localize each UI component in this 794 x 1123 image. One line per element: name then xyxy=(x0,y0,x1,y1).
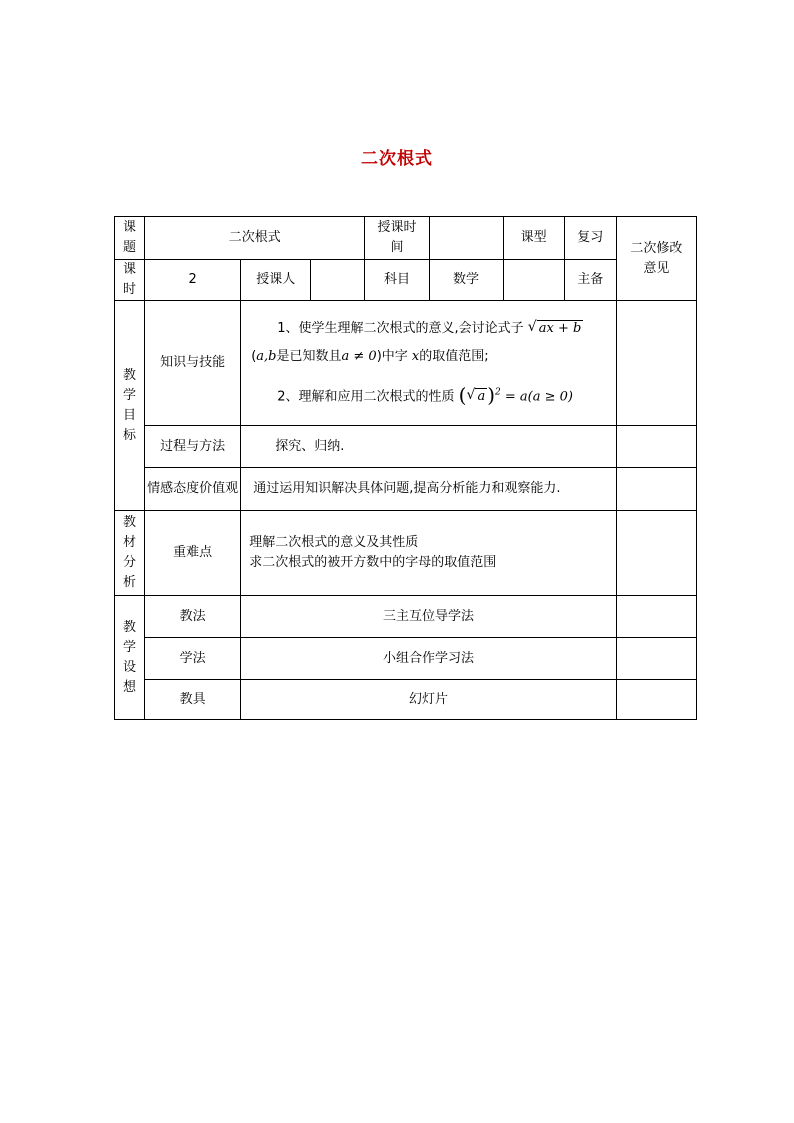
type-value: 复习 xyxy=(564,217,616,260)
revision-cell xyxy=(616,511,696,596)
revision-cell xyxy=(616,468,696,511)
hours-label: 课 时 xyxy=(115,260,145,301)
tool-value: 幻灯片 xyxy=(241,680,617,720)
table-row xyxy=(115,511,697,596)
lesson-plan-table xyxy=(114,216,697,720)
revision-label: 二次修改 意见 xyxy=(616,217,696,301)
hours-value: 2 xyxy=(145,260,241,301)
teacher-label: 授课人 xyxy=(241,260,311,301)
revision-cell xyxy=(616,426,696,468)
time-value xyxy=(429,217,503,260)
revision-cell xyxy=(616,638,696,680)
teacher-value xyxy=(311,260,365,301)
blank-cell xyxy=(503,260,564,301)
subject-label: 科目 xyxy=(365,260,429,301)
topic-label: 课 题 xyxy=(115,217,145,260)
objective-item-2: 2、理解和应用二次根式的性质 ( √ a )$^2$ = a(a ≥ 0) xyxy=(277,383,573,408)
method-value: 三主互位导学法 xyxy=(241,596,617,638)
analysis-section-label: 教 材 分 析 xyxy=(115,511,145,596)
study-value: 小组合作学习法 xyxy=(241,638,617,680)
table-row xyxy=(115,301,697,426)
revision-cell xyxy=(616,596,696,638)
table-row xyxy=(115,217,697,260)
subject-value: 数学 xyxy=(429,260,503,301)
emotion-label: 情感态度价值观 xyxy=(145,468,241,511)
key-point-2: 求二次根式的被开方数中的字母的取值范围 xyxy=(249,555,497,570)
knowledge-label: 知识与技能 xyxy=(145,301,241,426)
topic-value: 二次根式 xyxy=(145,217,365,260)
table-row xyxy=(115,680,697,720)
page-title: 二次根式 xyxy=(361,149,433,169)
process-value: 探究、归纳. xyxy=(241,426,617,468)
time-label: 授课时 间 xyxy=(365,217,429,260)
design-section-label: 教 学 设 想 xyxy=(115,596,145,720)
emotion-value: 通过运用知识解决具体问题,提高分析能力和观察能力. xyxy=(241,468,617,511)
table-row xyxy=(115,468,697,511)
method-label: 教法 xyxy=(145,596,241,638)
process-label: 过程与方法 xyxy=(145,426,241,468)
knowledge-content xyxy=(241,301,617,426)
table-row xyxy=(115,260,697,301)
table-row xyxy=(115,638,697,680)
revision-cell xyxy=(616,680,696,720)
objective-item-1-cont: (a,b是已知数且a ≠ 0)中字 x的取值范围; xyxy=(251,348,489,364)
tool-label: 教具 xyxy=(145,680,241,720)
table-row xyxy=(115,596,697,638)
objectives-section-label: 教 学 目 标 xyxy=(115,301,145,511)
key-points-label: 重难点 xyxy=(145,511,241,596)
key-point-1: 理解二次根式的意义及其性质 xyxy=(249,535,419,550)
key-points-content xyxy=(241,511,617,596)
table-row xyxy=(115,426,697,468)
objective-item-1: 1、使学生理解二次根式的意义,会讨论式子 √ ax + b xyxy=(277,318,582,336)
revision-cell xyxy=(616,301,696,426)
type-label: 课型 xyxy=(503,217,564,260)
study-label: 学法 xyxy=(145,638,241,680)
lead-label: 主备 xyxy=(564,260,616,301)
